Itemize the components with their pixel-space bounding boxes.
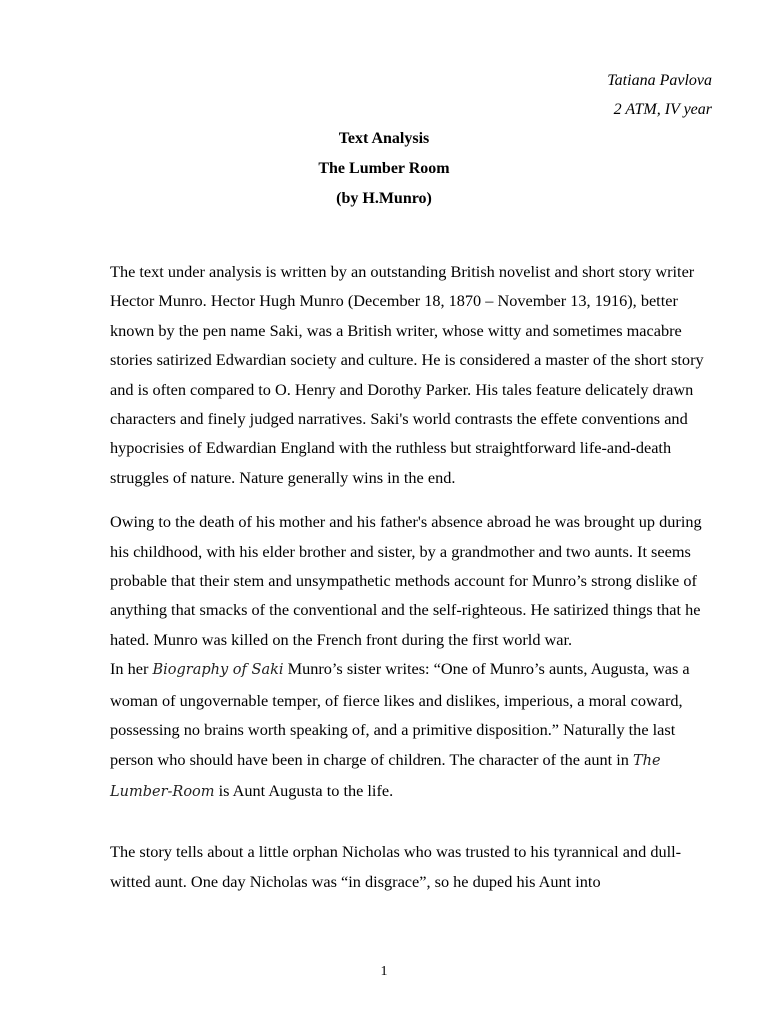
story-author: (by H.Munro) <box>336 190 432 207</box>
paragraph-aunt-prefix: In her <box>110 659 153 679</box>
author-group: 2 ATM, IV year <box>613 101 712 118</box>
body-text <box>110 257 720 896</box>
document-heading: Text Analysis <box>338 130 430 147</box>
paragraph-intro: The text under analysis is written by an outstanding British novelist and short story writer Hector Munro. Hector Hugh Munro (December 18, 1870 – November 13, 1916), better known by the pen name Saki, was a British writer, whose witty and sometimes macabre stories satirized Edwardian society and culture. He is considered a master of the short story and is often compared to O. Henry and Dorothy Parker. His tales feature delicately drawn characters and finely judged narratives. Saki's world contrasts the effete conventions and hypocrisies of Edwardian England with the ruthless but straightforward life-and-death struggles of nature. Nature generally wins in the end. <box>110 262 704 487</box>
author-name: Tatiana Pavlova <box>607 72 712 89</box>
paragraph-biography: Owing to the death of his mother and his father's absence abroad he was brought up during his childhood, with his elder brother and sister, by a grandmother and two aunts. It seems probable that their stem and unsympathetic methods account for Munro’s strong dislike of anything that smacks of the conventional and the self-righteous. He satirized things that he hated. Munro was killed on the French front during the first world war. <box>110 512 702 649</box>
paragraph-plot: The story tells about a little orphan Nicholas who was trusted to his tyrannical and dull-witted aunt. One day Nicholas was “in disgrace”, so he duped his Aunt into <box>110 842 682 891</box>
paragraph-aunt <box>110 654 720 807</box>
book-title: Biography of Saki <box>152 662 284 679</box>
story-title: The Lumber Room <box>318 160 450 177</box>
story-title-inline: The Lumber-Room <box>110 752 661 800</box>
title-block <box>0 124 768 214</box>
page-number: 1 <box>380 964 388 979</box>
paragraph-aunt-suffix: is Aunt Augusta to the life. <box>214 780 394 800</box>
author-block <box>607 66 712 124</box>
paragraph-aunt-middle: Munro’s sister writes: “One of Munro’s aunts, Augusta, was a woman of ungovernable temper, of fierce likes and dislikes, imperious, a moral coward, possessing no brains worth speaking of, and a primitive disposition.” Naturally the last person who should have been in charge of children. The character of the aunt in <box>110 659 690 769</box>
